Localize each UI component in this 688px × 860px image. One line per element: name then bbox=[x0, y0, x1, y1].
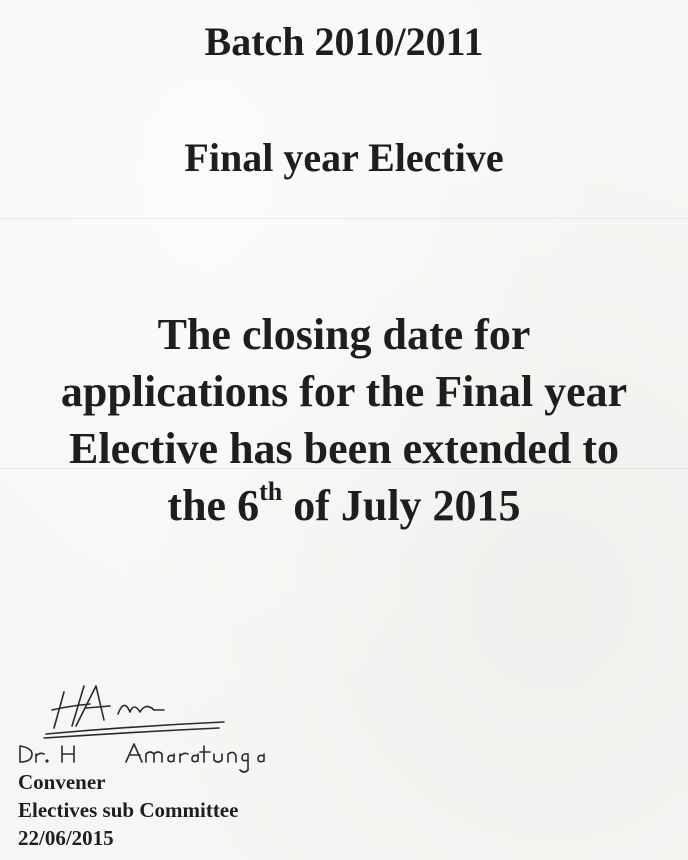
notice-line-3: Elective has been extended to bbox=[69, 424, 619, 473]
ordinal-superscript: th bbox=[259, 477, 283, 507]
notice-line-2: applications for the Final year bbox=[60, 367, 628, 416]
signature-drawing bbox=[14, 680, 304, 780]
batch-heading: Batch 2010/2011 bbox=[204, 19, 484, 64]
signatory-role: Convener bbox=[18, 770, 106, 794]
notice-text bbox=[0, 306, 688, 534]
handwritten-signature bbox=[14, 680, 304, 780]
notice-date: 22/06/2015 bbox=[18, 826, 114, 850]
signatory-committee: Electives sub Committee bbox=[18, 798, 239, 822]
notice-line-4 bbox=[0, 477, 688, 534]
notice-line-4-suffix: of July 2015 bbox=[282, 481, 521, 530]
paper-crease bbox=[0, 218, 688, 219]
notice-line-1: The closing date for bbox=[157, 310, 531, 359]
elective-heading: Final year Elective bbox=[184, 135, 504, 180]
notice-line-4-prefix: the 6 bbox=[167, 481, 260, 530]
signatory-block bbox=[18, 768, 238, 852]
